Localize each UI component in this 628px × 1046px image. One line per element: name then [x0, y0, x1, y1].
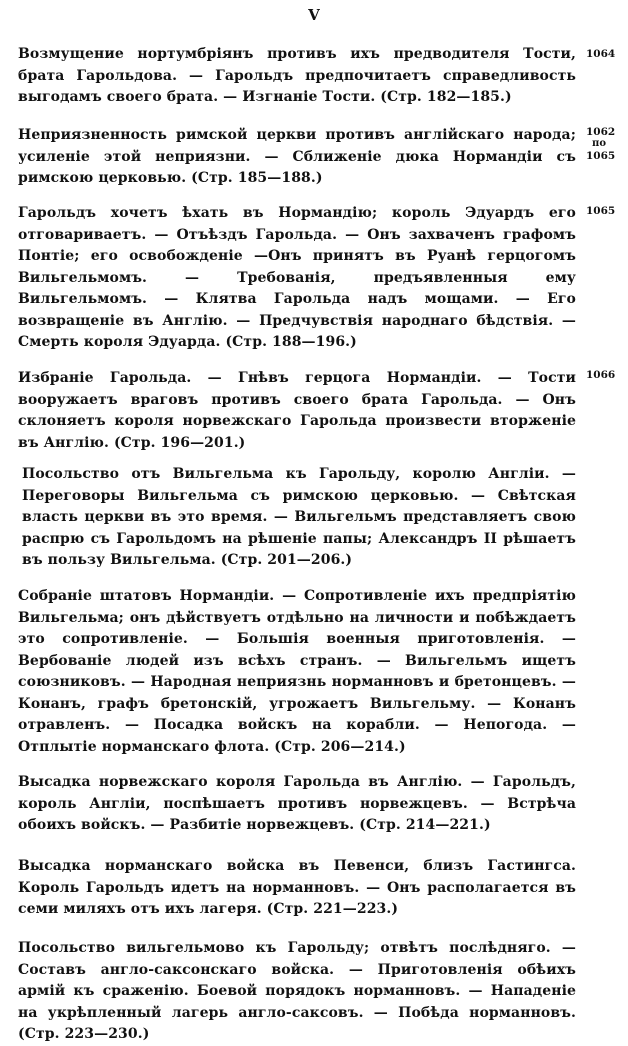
entry-text: Посольство вильгельмово къ Гарольду; отвѣтъ послѣдняго. — Составъ англо-саксонскаго войска. — Приготовленія обѣихъ армій къ сраженію. Боевой порядокъ норманновъ. — Нападеніе на укрѣпленный лагерь англо-саксовъ. — Побѣда норманновъ. (Стр. 223—230.): [18, 940, 576, 1042]
entry-year: 1066: [586, 369, 616, 381]
toc-entry: [18, 203, 576, 354]
entry-text: Избраніе Гарольда. — Гнѣвъ герцога Нормандіи. — Тости вооружаетъ враговъ противъ своего брата Гарольда. — Онъ склоняетъ короля норвежскаго Гарольда произвести вторженіе въ Англію. (Стр. 196—201.): [18, 370, 576, 451]
toc-entry: [18, 125, 576, 190]
entry-year: 1064: [586, 48, 616, 60]
entry-text: Высадка норманскаго войска въ Певенси, близъ Гастингса. Король Гарольдъ идетъ на норманновъ. — Онъ располагается въ семи миляхъ отъ ихъ лагеря. (Стр. 221—223.): [18, 858, 576, 917]
toc-entry: [18, 44, 576, 109]
entry-year-from: 1062: [586, 126, 616, 138]
toc-entry: [18, 772, 576, 837]
entry-text: Неприязненность римской церкви противъ англійскаго народа; усиленіе этой неприязни. — Сближеніе дюка Нормандіи съ римскою церковью. (Стр. 185—188.): [18, 127, 576, 186]
toc-entry: [18, 368, 576, 454]
page-number: V: [308, 6, 320, 24]
toc-entry: [22, 464, 576, 572]
entry-text: Возмущение нортумбріянъ противъ ихъ предводителя Тости, брата Гарольдова. — Гарольдъ предпочитаетъ справедливость выгодамъ своего брата. — Изгнаніе Тости. (Стр. 182—185.): [18, 46, 576, 105]
entry-year-to: 1065: [586, 150, 616, 162]
entry-year-range: [586, 126, 626, 162]
entry-text: Посольство отъ Вильгельма къ Гарольду, королю Англіи. — Переговоры Вильгельма съ римскою церковью. — Свѣтская власть церкви въ это время. — Вильгельмъ представляетъ свою распрю съ Гарольдомъ на рѣшеніе папы; Александръ II рѣшаетъ въ пользу Вильгельма. (Стр. 201—206.): [22, 466, 576, 568]
toc-entry: [18, 586, 576, 758]
entry-text: Гарольдъ хочетъ ѣхать въ Нормандію; король Эдуардъ его отговариваетъ. — Отъѣздъ Гарольда. — Онъ захваченъ графомъ Понтіе; его освобожденіе —Онъ принятъ въ Руанѣ герцогомъ Вильгельмомъ. — Требованія, предъявленныя ему Вильгельмомъ. — Клятва Гарольда надъ мощами. — Его возвращеніе въ Англію. — Предчувствія народнаго бѣдствія. — Смерть короля Эдуарда. (Стр. 188—196.): [18, 205, 576, 350]
toc-entry: [18, 856, 576, 921]
entry-text: Высадка норвежскаго короля Гарольда въ Англію. — Гарольдъ, король Англіи, поспѣшаетъ противъ норвежцевъ. — Встрѣча обоихъ войскъ. — Разбитіе норвежцевъ. (Стр. 214—221.): [18, 774, 576, 833]
entry-year-separator: по: [592, 138, 606, 149]
entry-text: Собраніе штатовъ Нормандіи. — Сопротивленіе ихъ предпріятію Вильгельма; онъ дѣйствуетъ отдѣльно на личности и побѣждаетъ это сопротивленіе. — Большія военныя приготовленія. — Вербованіе людей изъ всѣхъ странъ. — Вильгельмъ ищетъ союзниковъ. — Народная неприязнь норманновъ и бретонцевъ. — Конанъ, графъ бретонскій, угрожаетъ Вильгельму. — Конанъ отравленъ. — Посадка войскъ на корабли. — Непогода. — Отплытіе норманскаго флота. (Стр. 206—214.): [18, 588, 576, 755]
toc-entry: [18, 938, 576, 1046]
entry-year: 1065: [586, 205, 616, 217]
